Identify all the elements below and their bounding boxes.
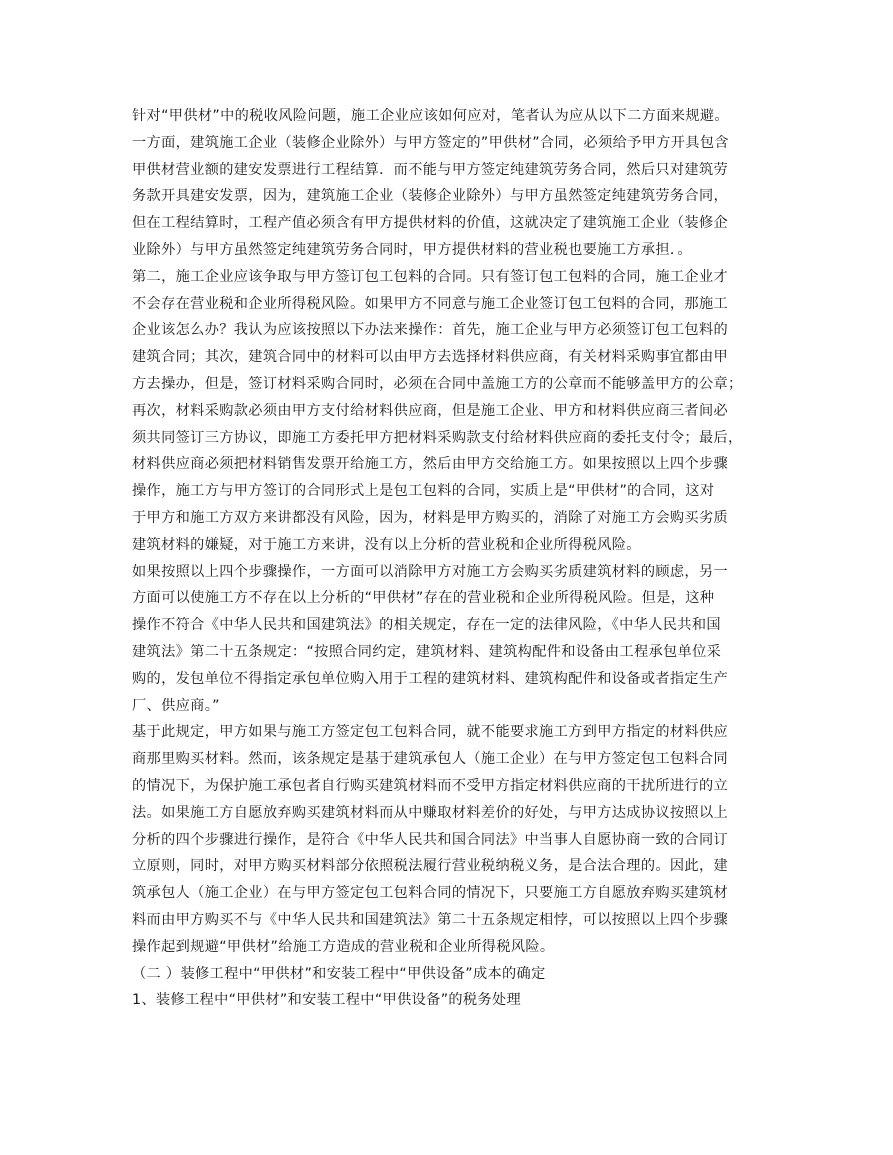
text-line: 操作起到规避“甲供材”给施工方造成的营业税和企业所得税风险。 — [132, 938, 555, 955]
text-line: 分析的四个步骤进行操作，是符合《中华人民共和国合同法》中当事人自愿协商一致的合同订 — [132, 831, 729, 848]
text-line: 务款开具建安发票，因为，建筑施工企业（装修企业除外）与甲方虽然签定纯建筑劳务合同， — [132, 188, 729, 205]
text-line: 如果按照以上四个步骤操作，一方面可以消除甲方对施工方会购买劣质建筑材料的顾虑，另一 — [132, 563, 729, 580]
text-line: 业除外）与甲方虽然签定纯建筑劳务合同时，甲方提供材料的营业税也要施工方承担．。 — [132, 241, 692, 258]
text-line: 购的，发包单位不得指定承包单位购入用于工程的建筑材料、建筑构配件和设备或者指定生产 — [132, 670, 729, 687]
text-line: 操作，施工方与甲方签订的合同形式上是包工包料的合同，实质上是“甲供材”的合同，这对 — [132, 483, 715, 500]
text-line: 再次，材料采购款必须由甲方支付给材料供应商，但是施工企业、甲方和材料供应商三者间必 — [132, 402, 729, 419]
text-line: 材料供应商必须把材料销售发票开给施工方，然后由甲方交给施工方。如果按照以上四个步骤 — [132, 456, 729, 473]
text-line: 操作不符合《中华人民共和国建筑法》的相关规定，存在一定的法律风险，《中华人民共和国 — [132, 617, 721, 634]
text-line: 一方面，建筑施工企业（装修企业除外）与甲方签定的”甲供材”合同，必须给予甲方开具包含 — [132, 134, 729, 151]
text-line: 料而由甲方购买不与《中华人民共和国建筑法》第二十五条规定相悖，可以按照以上四个步骤 — [132, 911, 729, 928]
subsection-heading: 1、装修工程中“甲供材”和安装工程中“甲供设备”的税务处理 — [132, 992, 522, 1009]
text-line: 方面可以使施工方不存在以上分析的“甲供材”存在的营业税和企业所得税风险。但是，这种 — [132, 590, 715, 607]
text-line: 商那里购买材料。然而，该条规定是基于建筑承包人（施工企业）在与甲方签定包工包料合同 — [132, 751, 729, 768]
text-line: 建筑材料的嫌疑，对于施工方来讲，没有以上分析的营业税和企业所得税风险。 — [132, 536, 641, 553]
text-line: 须共同签订三方协议，即施工方委托甲方把材料采购款支付给材料供应商的委托支付令；最后， — [132, 429, 743, 446]
section-heading: （二 ）装修工程中“甲供材”和安装工程中“甲供设备”成本的确定 — [132, 965, 546, 982]
text-line: 针对“甲供材”中的税收风险问题，施工企业应该如何应对，笔者认为应从以下二方面来规避。 — [132, 108, 729, 124]
text-line: 第二，施工企业应该争取与甲方签订包工包料的合同。只有签订包工包料的合同，施工企业才 — [132, 268, 729, 285]
text-line: 建筑法》第二十五条规定：“按照合同约定，建筑材料、建筑构配件和设备由工程承包单位采 — [132, 643, 722, 660]
text-line: 但在工程结算时，工程产值必须含有甲方提供材料的价值，这就决定了建筑施工企业（装修企 — [132, 215, 729, 232]
text-line: 筑承包人（施工企业）在与甲方签定包工包料合同的情况下，只要施工方自愿放弃购买建筑材 — [132, 885, 729, 902]
text-line: 企业该怎么办？我认为应该按照以下办法来操作：首先，施工企业与甲方必须签订包工包料的 — [132, 322, 729, 339]
text-line: 基于此规定，甲方如果与施工方签定包工包料合同，就不能要求施工方到甲方指定的材料供应 — [132, 724, 729, 741]
text-line: 的情况下，为保护施工承包者自行购买建筑材料而不受甲方指定材料供应商的干扰所进行的立 — [132, 777, 729, 794]
text-line: 法。如果施工方自愿放弃购买建筑材料而从中赚取材料差价的好处，与甲方达成协议按照以上 — [132, 804, 729, 821]
text-line: 厂、供应商。” — [132, 697, 220, 714]
text-line: 立原则，同时，对甲方购买材料部分依照税法履行营业税纳税义务，是合法合理的。因此，建 — [132, 858, 729, 875]
text-line: 方去操办，但是，签订材料采购合同时，必须在合同中盖施工方的公章而不能够盖甲方的公章； — [132, 375, 743, 392]
text-line: 甲供材营业额的建安发票进行工程结算．而不能与甲方签定纯建筑劳务合同，然后只对建筑劳 — [132, 161, 729, 178]
text-line: 于甲方和施工方双方来讲都没有风险，因为，材料是甲方购买的，消除了对施工方会购买劣质 — [132, 509, 729, 526]
text-line: 建筑合同；其次，建筑合同中的材料可以由甲方去选择材料供应商，有关材料采购事宜都由甲 — [132, 349, 729, 366]
text-line: 不会存在营业税和企业所得税风险。如果甲方不同意与施工企业签订包工包料的合同，那施工 — [132, 295, 729, 312]
body-text — [132, 103, 782, 1014]
